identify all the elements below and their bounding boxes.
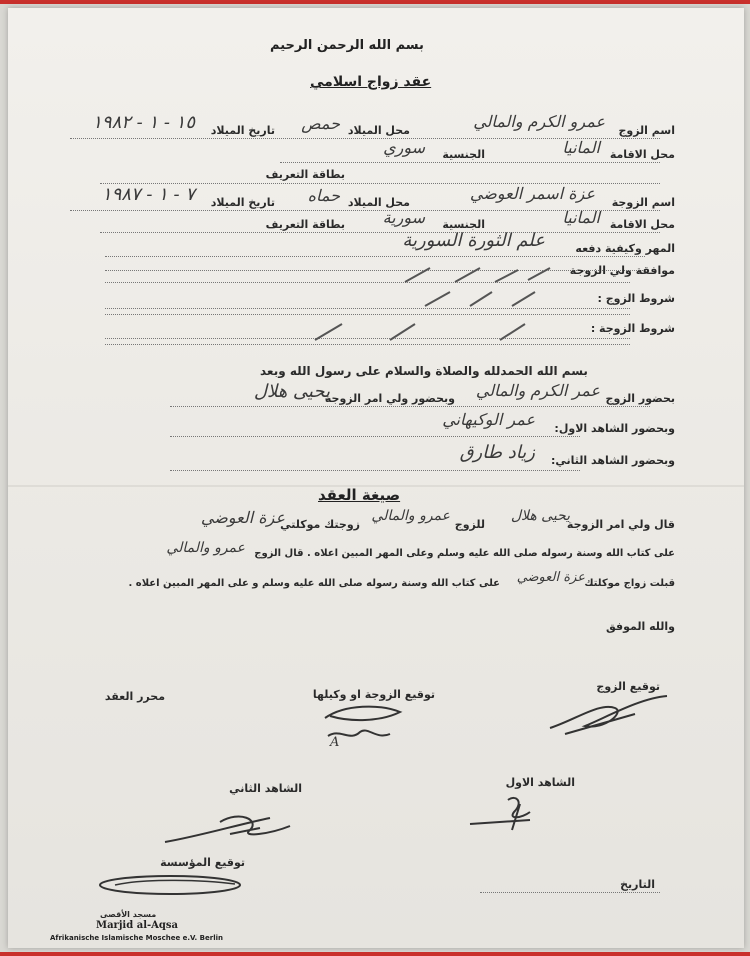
bride-name-label: اسم الزوجة bbox=[611, 196, 675, 209]
form-line3-a: قبلت زواج موكلتك bbox=[584, 578, 675, 589]
bride-signature bbox=[320, 700, 410, 754]
institution-signature bbox=[95, 870, 255, 904]
form-line3-value: عزة العوضي bbox=[516, 570, 585, 585]
bride-residence-line bbox=[100, 232, 660, 233]
witness1-signature bbox=[460, 790, 550, 838]
attendance-witness2-label: وبحضور الشاهد الثاني: bbox=[550, 454, 675, 467]
top-border bbox=[0, 0, 750, 4]
bottom-border bbox=[0, 952, 750, 956]
witness1-signature-label: الشاهد الاول bbox=[505, 776, 575, 789]
groom-birthdate-value: ١٥ - ١ - ١٩٨٢ bbox=[92, 112, 195, 133]
guardian-consent-label: موافقة ولي الزوجة bbox=[569, 264, 675, 277]
groom-name-value: عمرو الكرم والمالي bbox=[473, 112, 605, 131]
groom-nationality-label: الجنسية bbox=[442, 148, 485, 161]
bride-conditions-label: شروط الزوجة : bbox=[590, 322, 675, 335]
contract-editor-label: محرر العقد bbox=[104, 690, 165, 703]
groom-signature bbox=[545, 690, 675, 744]
groom-residence-label: محل الاقامة bbox=[609, 148, 675, 161]
attendance-witness1-label: وبحضور الشاهد الاول: bbox=[554, 422, 675, 435]
form-line1-f: عزة العوضي bbox=[200, 508, 285, 527]
attendance-witness2-line bbox=[170, 470, 580, 471]
bride-residence-label: محل الاقامة bbox=[609, 218, 675, 231]
bride-birthdate-label: تاريخ الميلاد bbox=[210, 196, 275, 209]
attendance-groom-line bbox=[170, 406, 650, 407]
groom-conditions-line-2 bbox=[105, 314, 630, 315]
form-line1-c: للزوج bbox=[454, 518, 485, 531]
form-line1-d: عمرو والمالي bbox=[371, 508, 450, 524]
contract-form-heading: صيغة العقد bbox=[318, 486, 401, 504]
closing: والله الموفق bbox=[605, 620, 675, 633]
mahr-value: علم الثورة السورية bbox=[402, 230, 545, 251]
groom-residence-line bbox=[280, 162, 660, 163]
bride-nationality-value: سورية bbox=[382, 208, 425, 227]
mahr-line-2 bbox=[105, 270, 645, 271]
attendance-groom-label: بحضور الزوج bbox=[605, 392, 675, 405]
basmala: بسم الله الرحمن الرحيم bbox=[270, 38, 424, 53]
groom-residence-value: المانيا bbox=[562, 138, 600, 157]
attendance-witness1-value: عمر الوكيهاني bbox=[442, 410, 535, 429]
groom-birthplace-label: محل الميلاد bbox=[347, 124, 410, 137]
svg-text:A: A bbox=[330, 735, 340, 750]
page-title: عقد زواج اسلامي bbox=[310, 74, 432, 90]
form-line2: على كتاب الله وسنة رسوله صلى الله عليه وسلم وعلى المهر المبين اعلاه . قال الزوج bbox=[254, 548, 675, 559]
attendance-guardian-value: يحيى هلال bbox=[253, 381, 330, 402]
groom-conditions-label: شروط الزوج : bbox=[597, 292, 675, 305]
bride-signature-label: توقيع الزوجة او وكيلها bbox=[312, 688, 435, 701]
form-line1-e: زوجتك موكلتي bbox=[280, 518, 360, 531]
form-line1-b: يحيى هلال bbox=[510, 508, 570, 524]
bride-birthdate-value: ٧ - ١ - ١٩٨٧ bbox=[101, 184, 195, 205]
mahr-line bbox=[105, 256, 645, 257]
witness2-signature-label: الشاهد الثاني bbox=[229, 782, 302, 795]
witness2-signature bbox=[160, 800, 310, 854]
form-line2-value: عمرو والمالي bbox=[166, 540, 245, 556]
groom-birthdate-label: تاريخ الميلاد bbox=[210, 124, 275, 137]
form-line3-b: على كتاب الله وسنة رسوله صلى الله عليه وسلم و على المهر المبين اعلاه . bbox=[128, 578, 500, 589]
groom-nationality-value: سوري bbox=[383, 138, 425, 157]
preamble: بسم الله الحمدلله والصلاة والسلام على رسول الله وبعد bbox=[260, 364, 588, 378]
attendance-witness1-line bbox=[170, 436, 580, 437]
bride-birthplace-label: محل الميلاد bbox=[347, 196, 410, 209]
bride-birthplace-value: حماه bbox=[307, 186, 340, 205]
form-line1-a: قال ولي امر الزوجة bbox=[566, 518, 675, 531]
strike-marks-3 bbox=[310, 318, 550, 348]
bride-name-value: عزة اسمر العوضي bbox=[469, 184, 595, 203]
bride-id-label: بطاقة التعريف bbox=[265, 218, 345, 231]
attendance-guardian-label: وبحضور ولي امر الزوجة bbox=[324, 392, 455, 405]
date-label: التاريخ bbox=[620, 878, 655, 891]
stamp-line1: مسجد الأقصى bbox=[100, 910, 157, 919]
groom-signature-label: توقيع الزوج bbox=[596, 680, 660, 693]
attendance-witness2-value: زياد طارق bbox=[459, 442, 535, 463]
strike-marks-2 bbox=[420, 286, 560, 314]
mahr-label: المهر وكيفية دفعه bbox=[575, 242, 675, 255]
attendance-groom-value: عمر الكرم والمالي bbox=[475, 381, 600, 400]
date-line bbox=[480, 892, 660, 893]
bride-residence-value: المانيا bbox=[562, 208, 600, 227]
bride-nationality-label: الجنسية bbox=[442, 218, 485, 231]
stamp-line2: Marjid al-Aqsa bbox=[96, 920, 178, 931]
groom-id-label: بطاقة التعريف bbox=[265, 168, 345, 181]
stamp-line3: Afrikanische Islamische Moschee e.V. Berlin bbox=[50, 934, 223, 942]
institution-signature-label: توقيع المؤسسة bbox=[160, 856, 245, 869]
groom-birthplace-value: حمص bbox=[301, 114, 340, 133]
groom-name-label: اسم الزوج bbox=[618, 124, 675, 137]
